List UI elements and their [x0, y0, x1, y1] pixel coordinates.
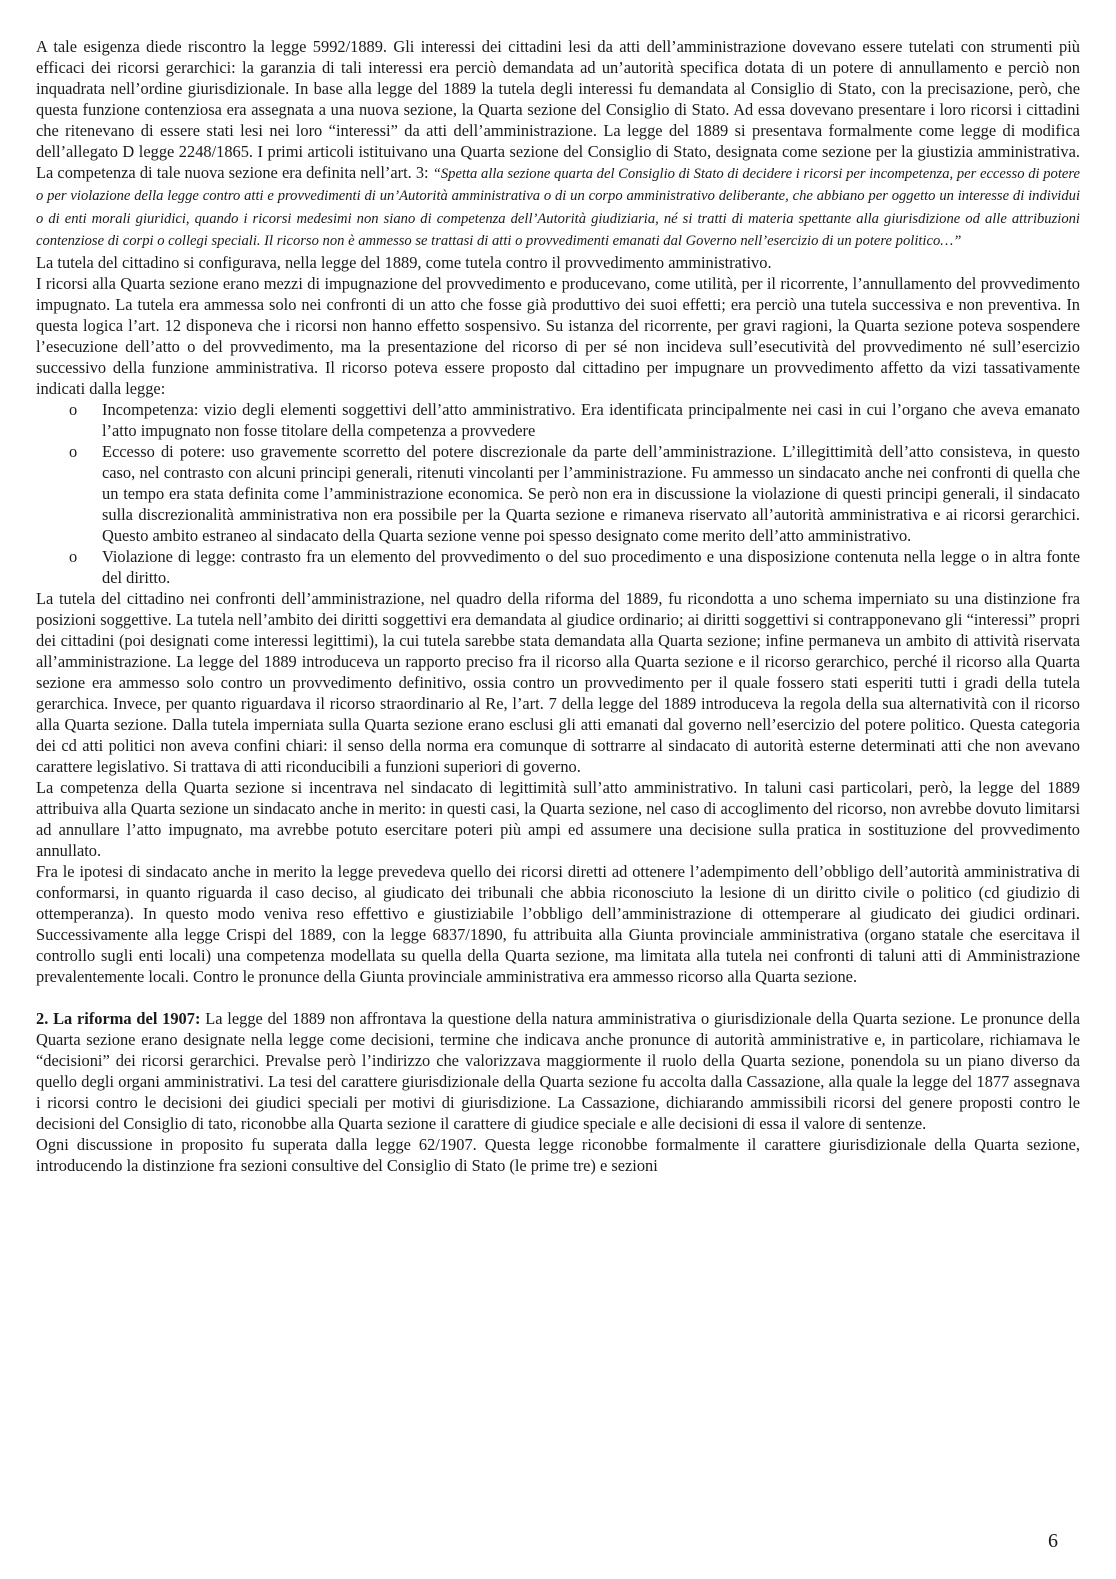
paragraph-legge-1889 — [36, 36, 1080, 252]
list-item-text: Eccesso di potere: uso gravemente scorretto del potere discrezionale da parte dell’amministrazione. L’illegittimità dell’atto consisteva, in questo caso, nel contrasto con alcuni principi generali, ritenuti vincolanti per l’amministrazione. Fu ammesso un sindacato anche nei confronti di quella che un tempo era stata definita come l’amministrazione economica. Se però non era in discussione la violazione di questi principi generali, il sindacato sulla discrezionalità amministrativa non era possibile per la Quarta sezione e rimaneva riservato all’autorità amministrativa e ai ricorsi gerarchici. Questo ambito estraneo al sindacato della Quarta sezione venne poi spesso designato come merito dell’atto amministrativo. — [102, 441, 1080, 545]
list-item-eccesso-di-potere — [69, 441, 1080, 546]
vizi-list — [36, 399, 1080, 588]
paragraph-giudizio-ottemperanza: Fra le ipotesi di sindacato anche in merito la legge prevedeva quello dei ricorsi diretti ad ottenere l’adempimento dell’obbligo dell’autorità amministrativa di conformarsi, in quanto riguarda il caso deciso, al giudicato dei tribunali che abbia riconosciuto la lesione di un diritto civile o politico (cd giudizio di ottemperanza). In questo modo veniva reso effettivo e giustiziabile l’obbligo dell’amministrazione di ottemperare al giudicato dei giudici ordinari. Successivamente alla legge Crispi del 1889, con la legge 6837/1890, fu attribuita alla Giunta provinciale amministrativa (organo statale che esercitava il controllo sugli enti locali) una competenza modellata su quella della Quarta sezione, ma limitata alla tutela nei confronti di taluni atti di Amministrazione prevalentemente locali. Contro le pronunce della Giunta provinciale amministrativa era ammesso ricorso alla Quarta sezione. — [36, 861, 1080, 986]
bullet-marker: o — [69, 399, 78, 419]
section-heading: 2. La riforma del 1907: — [36, 1008, 201, 1028]
bullet-marker: o — [69, 546, 78, 566]
page-number: 6 — [1048, 1530, 1058, 1552]
list-item-violazione-di-legge — [69, 546, 1080, 588]
paragraph-ricorsi-quarta-sezione: I ricorsi alla Quarta sezione erano mezzi di impugnazione del provvedimento e producevano, come utilità, per il ricorrente, l’annullamento del provvedimento impugnato. La tutela era ammessa solo nei confronti di un atto che fosse già produttivo dei suoi effetti; era perciò una tutela successiva e non preventiva. In questa logica l’art. 12 disponeva che i ricorsi non hanno effetto sospensivo. Su istanza del ricorrente, per gravi ragioni, la Quarta sezione poteva sospendere l’esecuzione dell’atto o del provvedimento, ma la presentazione del ricorso di per sé non incideva sull’esecutività del provvedimento né sull’esercizio successivo della funzione amministrativa. Il ricorso poteva essere proposto dal cittadino per impugnare un provvedimento affetto da vizi tassativamente indicati dalla legge: — [36, 273, 1080, 398]
paragraph-text: La legge del 1889 non affrontava la questione della natura amministrativa o giurisdizionale della Quarta sezione. Le pronunce della Quarta sezione erano designate nella legge come decisioni, termine che indicava anche pronunce di autorità amministrative e, in particolare, richiamava le “decisioni” dei ricorsi gerarchici. Prevalse però l’indirizzo che valorizzava maggiormente il ruolo della Quarta sezione, ponendola su un piano diverso da quello degli organi amministrativi. La tesi del carattere giurisdizionale della Quarta sezione fu accolta dalla Cassazione, alla quale la legge del 1877 assegnava i ricorsi contro le decisioni dei giudici speciali per motivi di giurisdizione. La Cassazione, dichiarando ammissibili ricorsi del genere proposti contro le decisioni del Consiglio di tato, riconobbe alla Quarta sezione il carattere di giudice speciale e alle decisioni di essa il valore di sentenze. — [36, 1008, 1080, 1133]
paragraph-tutela-provvedimento: La tutela del cittadino si configurava, nella legge del 1889, come tutela contro il provvedimento amministrativo. — [36, 252, 772, 272]
paragraph-sindacato-merito: La competenza della Quarta sezione si incentrava nel sindacato di legittimità sull’atto amministrativo. In taluni casi particolari, però, la legge del 1889 attribuiva alla Quarta sezione un sindacato anche in merito: in questi casi, la Quarta sezione, nel caso di accoglimento del ricorso, non avrebbe dovuto limitarsi ad annullare l’atto impugnato, ma avrebbe potuto esercitare poteri più ampi ed assumere una decisione sulla pratica in sostituzione del provvedimento annullato. — [36, 777, 1080, 860]
bullet-marker: o — [69, 441, 78, 461]
paragraph-posizioni-soggettive: La tutela del cittadino nei confronti dell’amministrazione, nel quadro della riforma del 1889, fu ricondotta a uno schema imperniato su una distinzione fra posizioni soggettive. La tutela nell’ambito dei diritti soggettivi era demandata al giudice ordinario; ai diritti soggettivi si contrapponevano gli “interessi” propri dei cittadini (poi designati come interessi legittimi), la cui tutela sarebbe stata demandata alla Quarta sezione; infine permaneva un ambito di attività riservata all’amministrazione. La legge del 1889 introduceva un rapporto preciso fra il ricorso alla Quarta sezione e il ricorso gerarchico, perché il ricorso alla Quarta sezione era ammesso solo contro un provvedimento definitivo, ossia contro un provvedimento per il quale fossero stati esperiti tutti i gradi della tutela gerarchica. Invece, per quanto riguardava il ricorso straordinario al Re, l’art. 7 della legge del 1889 introduceva la regola della sua alternatività con il ricorso alla Quarta sezione. Dalla tutela imperniata sulla Quarta sezione erano esclusi gli atti emanati dal governo nell’esercizio del potere politico. Questa categoria dei cd atti politici non aveva confini chiari: il senso della norma era comunque di sottrarre al sindacato di autorità esterne determinati atti che non avevano carattere legislativo. Si trattava di atti riconducibili a funzioni superiori di governo. — [36, 588, 1080, 776]
list-item-text: Incompetenza: vizio degli elementi soggettivi dell’atto amministrativo. Era identificata principalmente nei casi in cui l’organo che aveva emanato l’atto impugnato non fosse titolare della competenza a provvedere — [102, 399, 1080, 440]
paragraph-legge-62-1907: Ogni discussione in proposito fu superata dalla legge 62/1907. Questa legge riconobbe formalmente il carattere giurisdizionale della Quarta sezione, introducendo la distinzione fra sezioni consultive del Consiglio di Stato (le prime tre) e sezioni — [36, 1134, 1080, 1175]
paragraph-text: A tale esigenza diede riscontro la legge 5992/1889. Gli interessi dei cittadini lesi da atti dell’amministrazione dovevano essere tutelati con strumenti più efficaci dei ricorsi gerarchici: la garanzia di tali interessi era perciò demandata ad un’autorità specifica dotata di un potere di annullamento e perciò non inquadrata nell’ordine giurisdizionale. In base alla legge del 1889 la tutela degli interessi fu demandata al Consiglio di Stato, con la precisazione, però, che questa funzione contenziosa era assegnata a una nuova sezione, la Quarta sezione del Consiglio di Stato. Ad essa dovevano presentare i loro ricorsi i cittadini che ritenevano di essere stati lesi nei loro “interessi” da atti dell’amministrazione. La legge del 1889 si presentava formalmente come legge di modifica dell’allegato D legge 2248/1865. I primi articoli istituivano una Quarta sezione del Consiglio di Stato, designata come sezione per la giustizia amministrativa. La competenza di tale nuova sezione era definita nell’art. 3: — [36, 37, 1080, 182]
list-item-text: Violazione di legge: contrasto fra un elemento del provvedimento o del suo procedimento e una disposizione contenuta nella legge o in altra fonte del diritto. — [102, 546, 1080, 587]
list-item-incompetenza — [69, 399, 1080, 441]
paragraph-riforma-1907 — [36, 1008, 1080, 1134]
section-spacer — [36, 987, 1080, 1008]
art3-quote: “Spetta alla sezione quarta del Consiglio di Stato di decidere i ricorsi per incompetenza, per eccesso di potere o per violazione della legge contro atti e provvedimenti di un’Autorità amministrativa o di un corpo amministrativo deliberante, che abbiano per oggetto un interesse di individui o di enti morali giuridici, quando i ricorsi medesimi non siano di competenza dell’Autorità giudiziaria, né si tratti di materia spettante alla giurisdizione od alle attribuzioni contenziose di corpi o collegi speciali. Il ricorso non è ammesso se trattasi di atti o provvedimenti emanati dal Governo nell’esercizio di un potere politico…” — [36, 166, 1080, 250]
page-body — [36, 36, 1080, 1176]
